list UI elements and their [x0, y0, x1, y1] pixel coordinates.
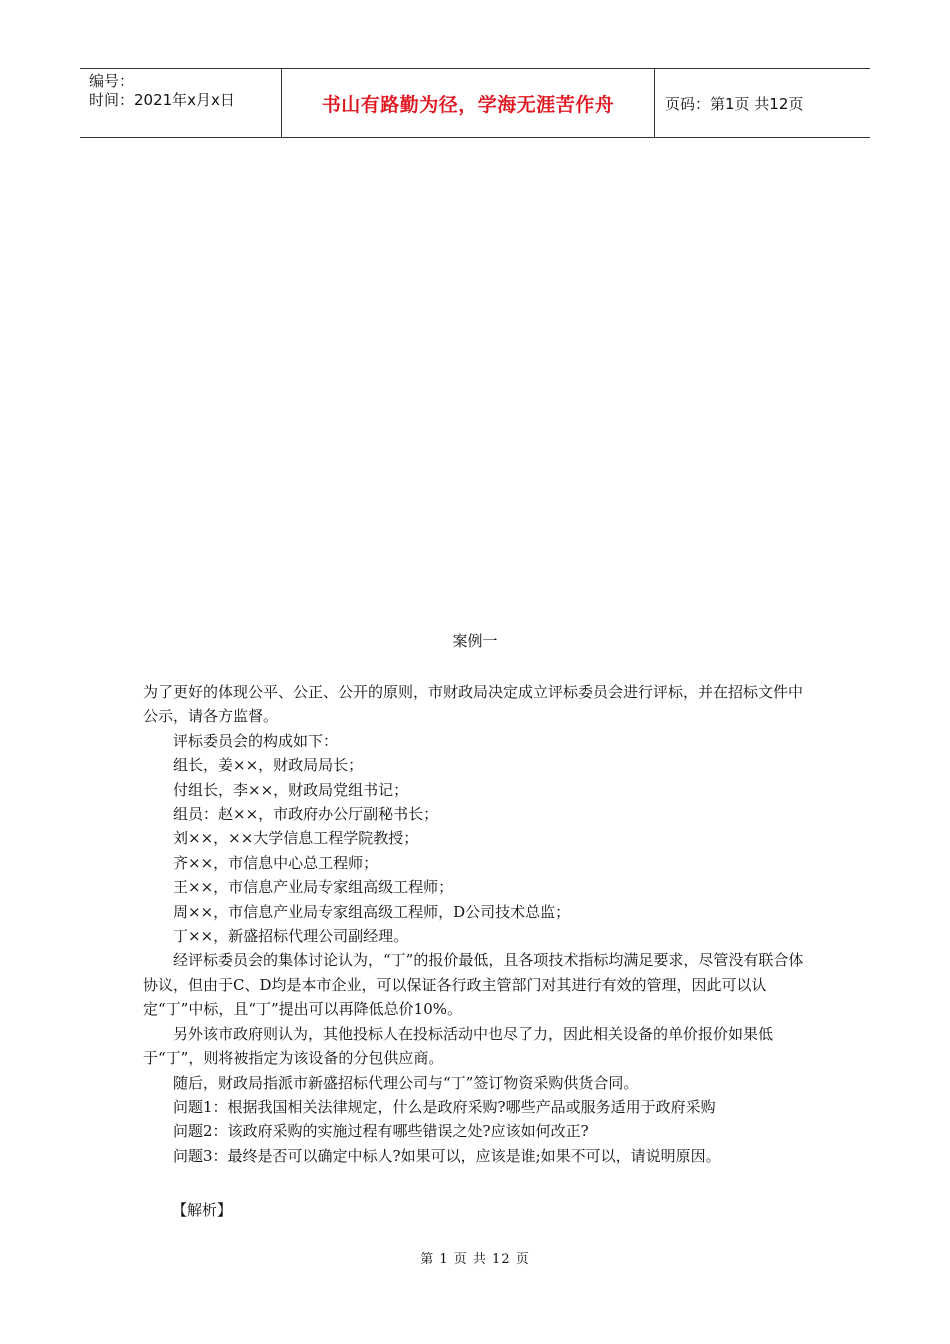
document-number-label: 编号： [89, 72, 135, 90]
document-title: 案例一 [452, 632, 498, 650]
page-footer: 第 1 页 共 12 页 [420, 1252, 530, 1267]
body-paragraph: 问题1：根据我国相关法律规定，什么是政府采购?哪些产品或服务适用于政府采购 [173, 1097, 716, 1116]
body-paragraph: 问题2：该政府采购的实施过程有哪些错误之处?应该如何改正? [173, 1122, 589, 1141]
body-paragraph: 另外该市政府则认为，其他投标人在投标活动中也尽了力，因此相关设备的单价报价如果低于“丁”，则将被指定为该设备的分包供应商。 [143, 1024, 774, 1068]
body-paragraph: 周××，市信息产业局专家组高级工程师，D公司技术总监； [173, 902, 571, 921]
header-page-info: 页码：第1页 共12页 [665, 94, 804, 113]
body-paragraph: 齐××，市信息中心总工程师； [173, 853, 379, 872]
body-paragraph: 组长，姜××，财政局局长； [173, 756, 364, 775]
document-time-label: 时间：2021年x月x日 [89, 91, 235, 109]
body-paragraph: 评标委员会的构成如下： [173, 731, 339, 750]
body-paragraph: 问题3：最终是否可以确定中标人?如果可以，应该是谁;如果不可以，请说明原因。 [173, 1146, 721, 1165]
body-paragraph: 为了更好的体现公平、公正、公开的原则，市财政局决定成立评标委员会进行评标，并在招标文件中公示，请各方监督。 [143, 683, 804, 726]
header-motto: 书山有路勤为径，学海无涯苦作舟 [281, 69, 655, 137]
body-paragraph: 付组长，李××，财政局党组书记； [173, 780, 409, 799]
body-paragraph: 经评标委员会的集体讨论认为，“丁”的报价最低，且各项技术指标均满足要求，尽管没有联合体协议，但由于C、D均是本市企业，可以保证各行政主管部门对其进行有效的管理，因此可以认定“丁”中标，且“丁”提出可以再降低总价10%。 [143, 951, 804, 1019]
body-paragraph: 丁××，新盛招标代理公司副经理。 [173, 927, 409, 946]
page-header [80, 68, 870, 138]
analysis-heading: 【解析】 [172, 1201, 233, 1219]
body-paragraph: 王××，市信息产业局专家组高级工程师； [173, 878, 454, 897]
body-paragraph: 组员：赵××，市政府办公厅副秘书长； [173, 805, 439, 824]
body-paragraph: 刘××，××大学信息工程学院教授； [173, 829, 419, 848]
header-meta-cell [80, 69, 281, 137]
document-body [143, 680, 808, 1168]
body-paragraph: 随后，财政局指派市新盛招标代理公司与“丁”签订物资采购供货合同。 [173, 1073, 639, 1092]
